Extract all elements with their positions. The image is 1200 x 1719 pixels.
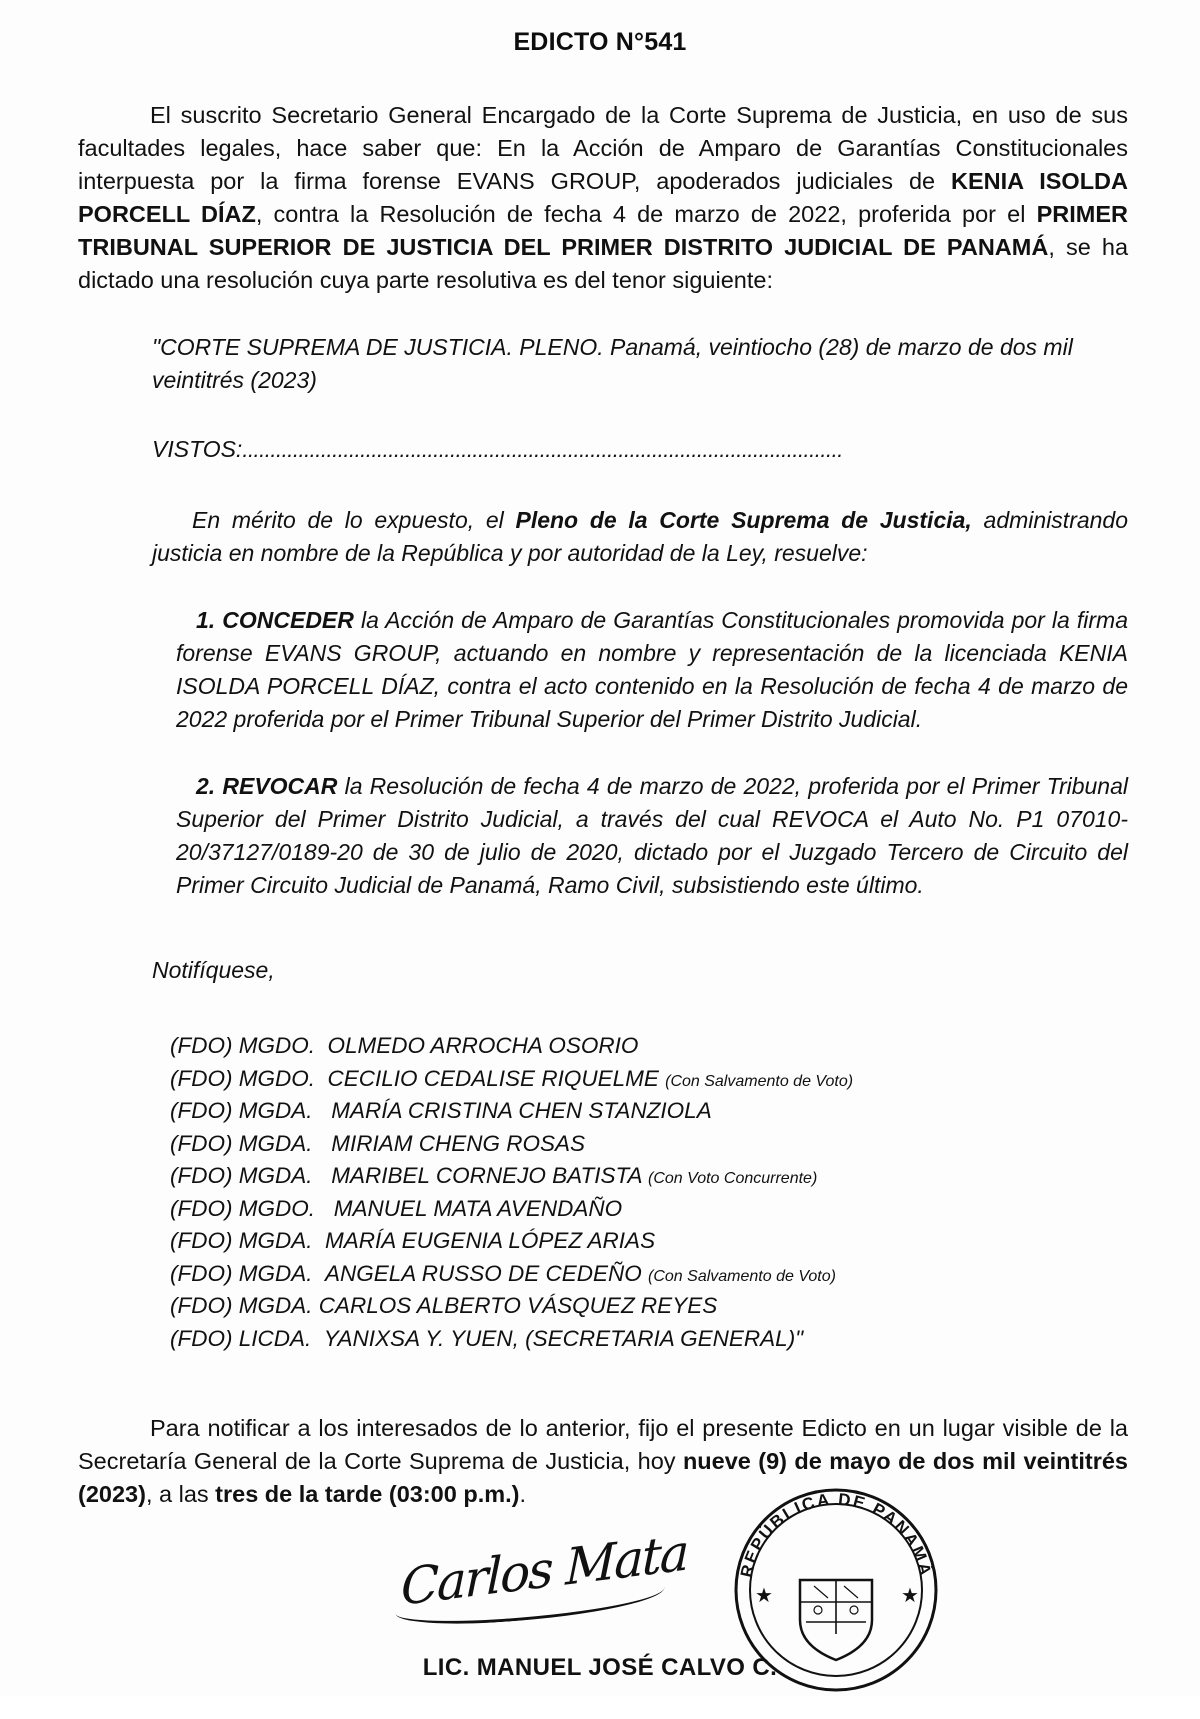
signatory-name: CARLOS ALBERTO VÁSQUEZ REYES	[318, 1293, 718, 1318]
handwritten-signature: Carlos Mata	[400, 1523, 688, 1617]
resolution-item-1	[176, 604, 1128, 736]
notify-line: Notifíquese,	[152, 957, 275, 983]
seal-shield	[800, 1580, 872, 1660]
list-item	[170, 1194, 1128, 1227]
signatory-name: MARÍA CRISTINA CHEN STANZIOLA	[331, 1098, 712, 1123]
vistos-line	[152, 433, 1128, 466]
signatory-prefix: (FDO) MGDA.	[170, 1130, 313, 1156]
merito-text-before: En mérito de lo expuesto, el	[192, 507, 516, 533]
intro-text-after: , se ha dictado una resolución cuya parte resolutiva es del tenor siguiente:	[78, 234, 1129, 293]
list-item	[170, 1031, 1128, 1064]
signatory-note: (Con Voto Concurrente)	[648, 1170, 818, 1187]
page-title: EDICTO N°541	[513, 28, 687, 56]
signatory-name: MARIBEL CORNEJO BATISTA	[331, 1163, 642, 1188]
item-1-verb: CONCEDER	[222, 607, 354, 633]
list-item	[170, 1129, 1128, 1162]
signatory-note: (Con Salvamento de Voto)	[665, 1072, 854, 1090]
item-2-verb: REVOCAR	[222, 773, 338, 799]
signatory-prefix: (FDO) LICDA.	[170, 1325, 312, 1351]
signatory-note: (Con Salvamento de Voto)	[648, 1267, 836, 1285]
signatory-name: ANGELA RUSSO DE CEDEÑO	[325, 1260, 642, 1286]
signature-area	[0, 1519, 1200, 1719]
list-item	[170, 1259, 1128, 1292]
signatory-name: MANUEL MATA AVENDAÑO	[333, 1195, 623, 1221]
list-item	[170, 1226, 1128, 1259]
closing-text-1: Para notificar a los interesados de lo anterior, fijo el presente Edicto en un lugar visible de la Secretaría General de la Corte Suprema de Justicia, hoy	[78, 1415, 1128, 1474]
resolution-quote-block	[152, 331, 1128, 1356]
signatory-prefix: (FDO) MGDA.	[170, 1228, 313, 1253]
tribunal-name: PRIMER TRIBUNAL SUPERIOR DE JUSTICIA DEL PRIMER DISTRITO JUDICIAL DE PANAMÁ	[78, 201, 1128, 260]
closing-paragraph	[78, 1412, 1128, 1511]
signatory-name: CECILIO CEDALISE RIQUELME	[327, 1065, 659, 1091]
list-item	[170, 1324, 1128, 1357]
list-item	[170, 1064, 1128, 1097]
merito-paragraph	[152, 504, 1128, 570]
intro-text-before: El suscrito Secretario General Encargado de la Corte Suprema de Justicia, en uso de sus facultades legales, hace saber que: En la Acción de Amparo de Garantías Constitucionales interpuesta por la firma forense EVANS GROUP, apoderados judiciales de	[78, 102, 1128, 194]
vistos-dots: ...........................................................................................................	[242, 437, 843, 462]
signatory-name: OLMEDO ARROCHA OSORIO	[327, 1033, 639, 1058]
signatory-prefix: (FDO) MGDO.	[170, 1033, 315, 1058]
item-2-number: 2.	[196, 773, 216, 799]
signatories-list	[170, 1031, 1128, 1356]
seal-star-left: ★	[755, 1585, 773, 1607]
official-seal	[725, 1472, 947, 1694]
intro-paragraph	[78, 99, 1128, 297]
list-item	[170, 1291, 1128, 1324]
signatory-prefix: (FDO) MGDA.	[170, 1293, 313, 1318]
signer-printed-name: LIC. MANUEL JOSÉ CALVO C.	[422, 1654, 778, 1681]
item-2-text: la Resolución de fecha 4 de marzo de 2022, proferida por el Primer Tribunal Superior del Primer Distrito Judicial, a través del cual REVOCA el Auto No. P1 07010-20/37127/0189-20 de 30 de julio de 2020, dictado por el Juzgado Tercero de Circuito del Primer Circuito Judicial de Panamá, Ramo Civil, subsistiendo este último.	[176, 773, 1128, 898]
signatory-prefix: (FDO) MGDA.	[170, 1260, 313, 1286]
list-item	[170, 1096, 1128, 1129]
closing-text-2: , a las	[145, 1481, 216, 1507]
signatory-prefix: (FDO) MGDO.	[170, 1065, 315, 1091]
signatory-name: YANIXSA Y. YUEN, (SECRETARIA GENERAL)"	[323, 1325, 804, 1351]
svg-text:REPÚBLICA DE PANAMÁ: REPÚBLICA DE PANAMÁ	[736, 1489, 936, 1580]
pleno-corte-suprema: Pleno de la Corte Suprema de Justicia,	[515, 507, 972, 533]
item-1-text: la Acción de Amparo de Garantías Constitucionales promovida por la firma forense EVANS GROUP, actuando en nombre y representación de la licenciada KENIA ISOLDA PORCELL DÍAZ, contra el acto contenido en la Resolución de fecha 4 de marzo de 2022 proferida por el Primer Tribunal Superior del Primer Distrito Judicial.	[176, 607, 1128, 732]
signatory-prefix: (FDO) MGDA.	[170, 1163, 313, 1188]
vistos-label: VISTOS:	[152, 436, 243, 462]
item-1-number: 1.	[196, 607, 216, 633]
amparo-petitioner-name: KENIA ISOLDA PORCELL DÍAZ	[78, 168, 1128, 227]
posting-date: nueve (9) de mayo de dos mil veintitrés (2023)	[78, 1448, 1128, 1507]
resolution-item-2	[176, 770, 1128, 902]
signatory-prefix: (FDO) MGDO.	[170, 1195, 315, 1221]
intro-text-middle: , contra la Resolución de fecha 4 de marzo de 2022, proferida por el	[255, 201, 1037, 227]
posting-time: tres de la tarde (03:00 p.m.)	[215, 1481, 520, 1507]
resolution-header: "CORTE SUPREMA DE JUSTICIA. PLENO. Panamá, veintiocho (28) de marzo de dos mil veintitrés (2023)	[152, 334, 1073, 393]
signatory-prefix: (FDO) MGDA.	[170, 1098, 313, 1123]
list-item	[170, 1161, 1128, 1194]
signatory-name: MIRIAM CHENG ROSAS	[331, 1130, 586, 1156]
seal-star-right: ★	[901, 1585, 919, 1607]
merito-text-after: administrando justicia en nombre de la República y por autoridad de la Ley, resuelve:	[152, 507, 1129, 566]
signatory-name: MARÍA EUGENIA LÓPEZ ARIAS	[325, 1228, 656, 1253]
closing-text-3: .	[519, 1481, 527, 1507]
